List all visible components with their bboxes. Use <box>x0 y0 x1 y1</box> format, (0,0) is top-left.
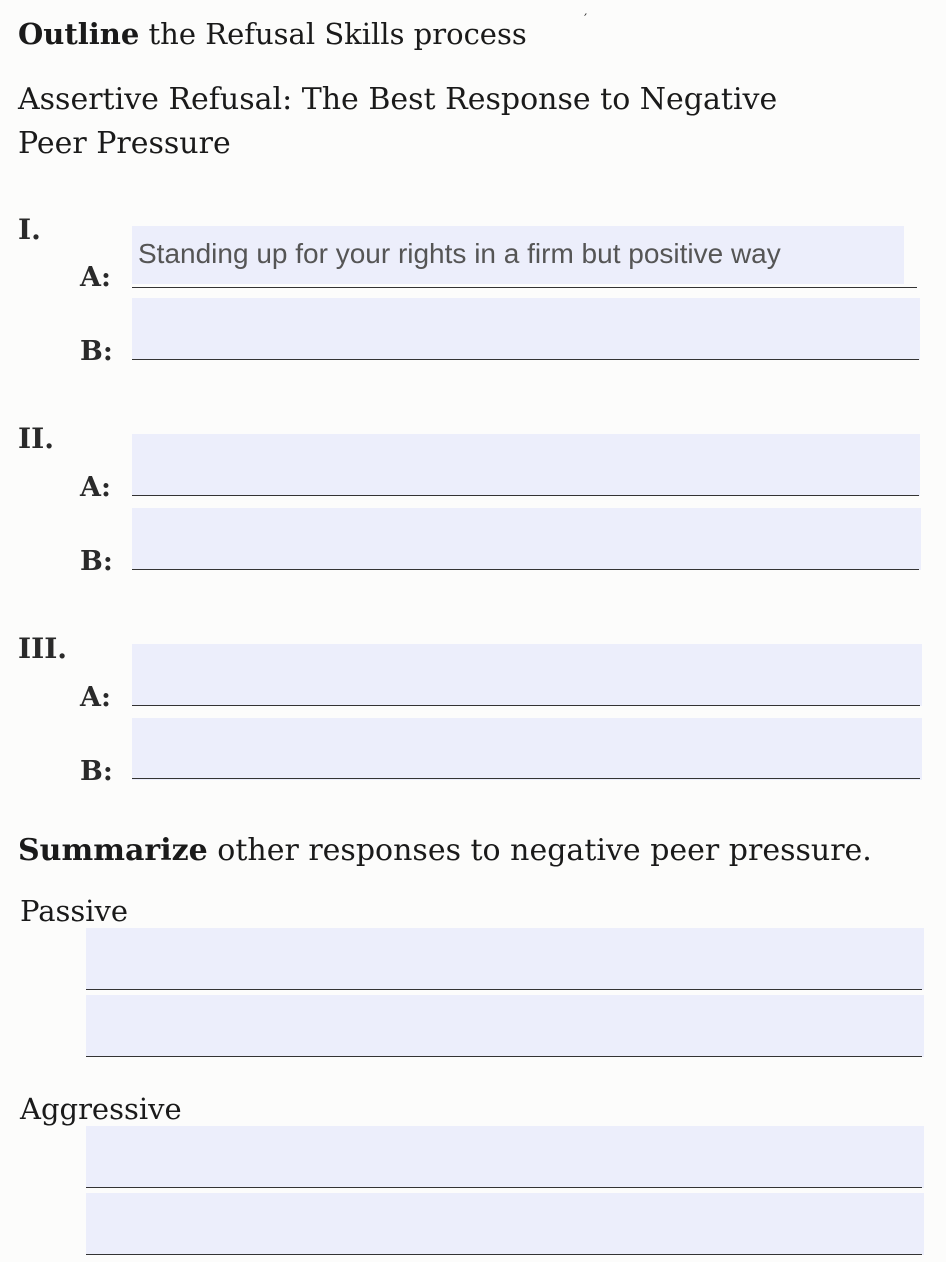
section-2-b-field[interactable] <box>132 508 921 570</box>
passive-field-2[interactable] <box>86 995 924 1057</box>
aggressive-rule-2 <box>86 1254 922 1255</box>
section-3-b-label: B: <box>80 756 113 787</box>
stray-mark: ′ <box>584 12 588 28</box>
section-2-a-label: A: <box>80 472 111 503</box>
section-2-a-rule <box>132 495 919 496</box>
passive-rule-1 <box>86 989 922 990</box>
aggressive-field-2[interactable] <box>86 1193 924 1255</box>
section-1-a-rule <box>132 287 917 288</box>
section-2-a-field[interactable] <box>132 434 920 496</box>
aggressive-field-1[interactable] <box>86 1126 924 1188</box>
section-3-b-rule <box>132 778 920 779</box>
section-1-a-answer: Standing up for your rights in a firm but positive way <box>138 238 781 269</box>
section-1-b-rule <box>132 359 919 360</box>
section-1-a-field[interactable] <box>132 226 904 284</box>
section-2-b-rule <box>132 569 919 570</box>
section-3-b-field[interactable] <box>132 718 922 780</box>
section-3-a-rule <box>132 705 920 706</box>
outline-heading-rest: the Refusal Skills process <box>139 17 527 51</box>
aggressive-rule-1 <box>86 1187 922 1188</box>
outline-heading-bold: Outline <box>18 17 140 51</box>
section-3-a-label: A: <box>80 682 111 713</box>
passive-label: Passive <box>20 894 129 928</box>
section-1-b-field[interactable] <box>132 298 920 360</box>
passive-rule-2 <box>86 1056 922 1057</box>
section-2-numeral: II. <box>18 422 54 455</box>
section-3-a-field[interactable] <box>132 644 922 706</box>
summarize-heading-rest: other responses to negative peer pressure. <box>207 833 872 868</box>
assertive-refusal-subtitle: Assertive Refusal: The Best Response to Negative Peer Pressure <box>18 82 778 161</box>
outline-heading <box>18 16 527 52</box>
section-3-numeral: III. <box>18 632 68 665</box>
section-1-b-label: B: <box>80 336 113 367</box>
summarize-heading <box>18 832 872 870</box>
summarize-heading-bold: Summarize <box>18 833 208 868</box>
aggressive-label: Aggressive <box>20 1092 182 1126</box>
section-1-a-label: A: <box>80 262 111 293</box>
passive-field-1[interactable] <box>86 928 924 990</box>
section-2-b-label: B: <box>80 546 113 577</box>
section-1-numeral: I. <box>18 213 41 246</box>
